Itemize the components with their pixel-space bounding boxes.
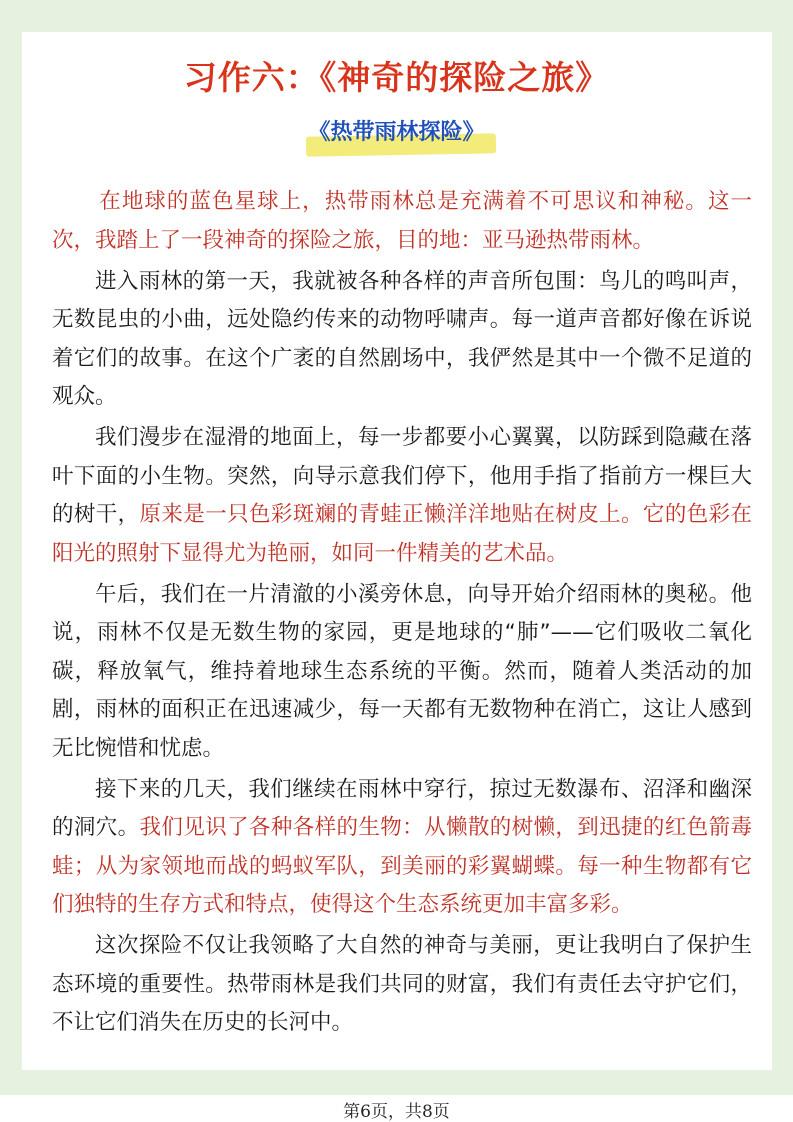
essay-paragraph — [52, 183, 752, 260]
essay-paragraph — [52, 771, 752, 925]
paragraph-text: 接下来的几天，我们继续在雨林中穿行，掠过无数瀑布、沼泽和幽深的洞穴。 — [52, 776, 752, 840]
highlighted-sentence: 原来是一只色彩斑斓的青蛙正懒洋洋地贴在树皮上。它的色彩在阳光的照射下显得尤为艳丽，如同一件精美的艺术品。 — [52, 502, 752, 566]
essay-paragraph — [52, 576, 752, 769]
essay-body — [52, 183, 752, 1045]
essay-paragraph — [52, 263, 752, 417]
paragraph-text: 午后，我们在一片清澈的小溪旁休息，向导开始介绍雨林的奥秘。他说，雨林不仅是无数生物的家园，更是地球的“肺”——它们吸收二氧化碳，释放氧气，维持着地球生态系统的平衡。然而，随着人类活动的加剧，雨林的面积正在迅速减少，每一天都有无数物种在消亡，这让人感到无比惋惜和忧虑。 — [52, 581, 752, 761]
essay-paragraph — [52, 927, 752, 1043]
paragraph-text: 这次探险不仅让我领略了大自然的神奇与美丽，更让我明白了保护生态环境的重要性。热带雨林是我们共同的财富，我们有责任去守护它们，不让它们消失在历史的长河中。 — [52, 933, 752, 1035]
page-title: 习作六：《神奇的探险之旅》 — [183, 58, 610, 97]
highlighted-sentence: 在地球的蓝色星球上，热带雨林总是充满着不可思议和神秘。这一次，我踏上了一段神奇的探险之旅，目的地：亚马逊热带雨林。 — [52, 189, 752, 253]
subtitle — [304, 115, 488, 146]
subtitle-container — [0, 115, 793, 146]
paragraph-text: 我们漫步在湿滑的地面上，每一步都要小心翼翼，以防踩到隐藏在落叶下面的小生物。突然，向导示意我们停下，他用手指了指前方一棵巨大的树干， — [52, 425, 752, 527]
essay-paragraph — [52, 419, 752, 573]
highlighted-sentence: 我们见识了各种各样的生物：从懒散的树懒，到迅捷的红色箭毒蛙；从为家领地而战的蚂蚁军队，到美丽的彩翼蝴蝶。每一种生物都有它们独特的生存方式和特点，使得这个生态系统更加丰富多彩。 — [52, 815, 752, 917]
paragraph-text: 进入雨林的第一天，我就被各种各样的声音所包围：鸟儿的鸣叫声，无数昆虫的小曲，远处隐约传来的动物呼啸声。每一道声音都好像在诉说着它们的故事。在这个广袤的自然剧场中，我俨然是其中一个微不足道的观众。 — [52, 268, 752, 409]
subtitle-text: 《热带雨林探险》 — [308, 120, 485, 145]
page-number: 第6页，共8页 — [343, 1102, 450, 1122]
